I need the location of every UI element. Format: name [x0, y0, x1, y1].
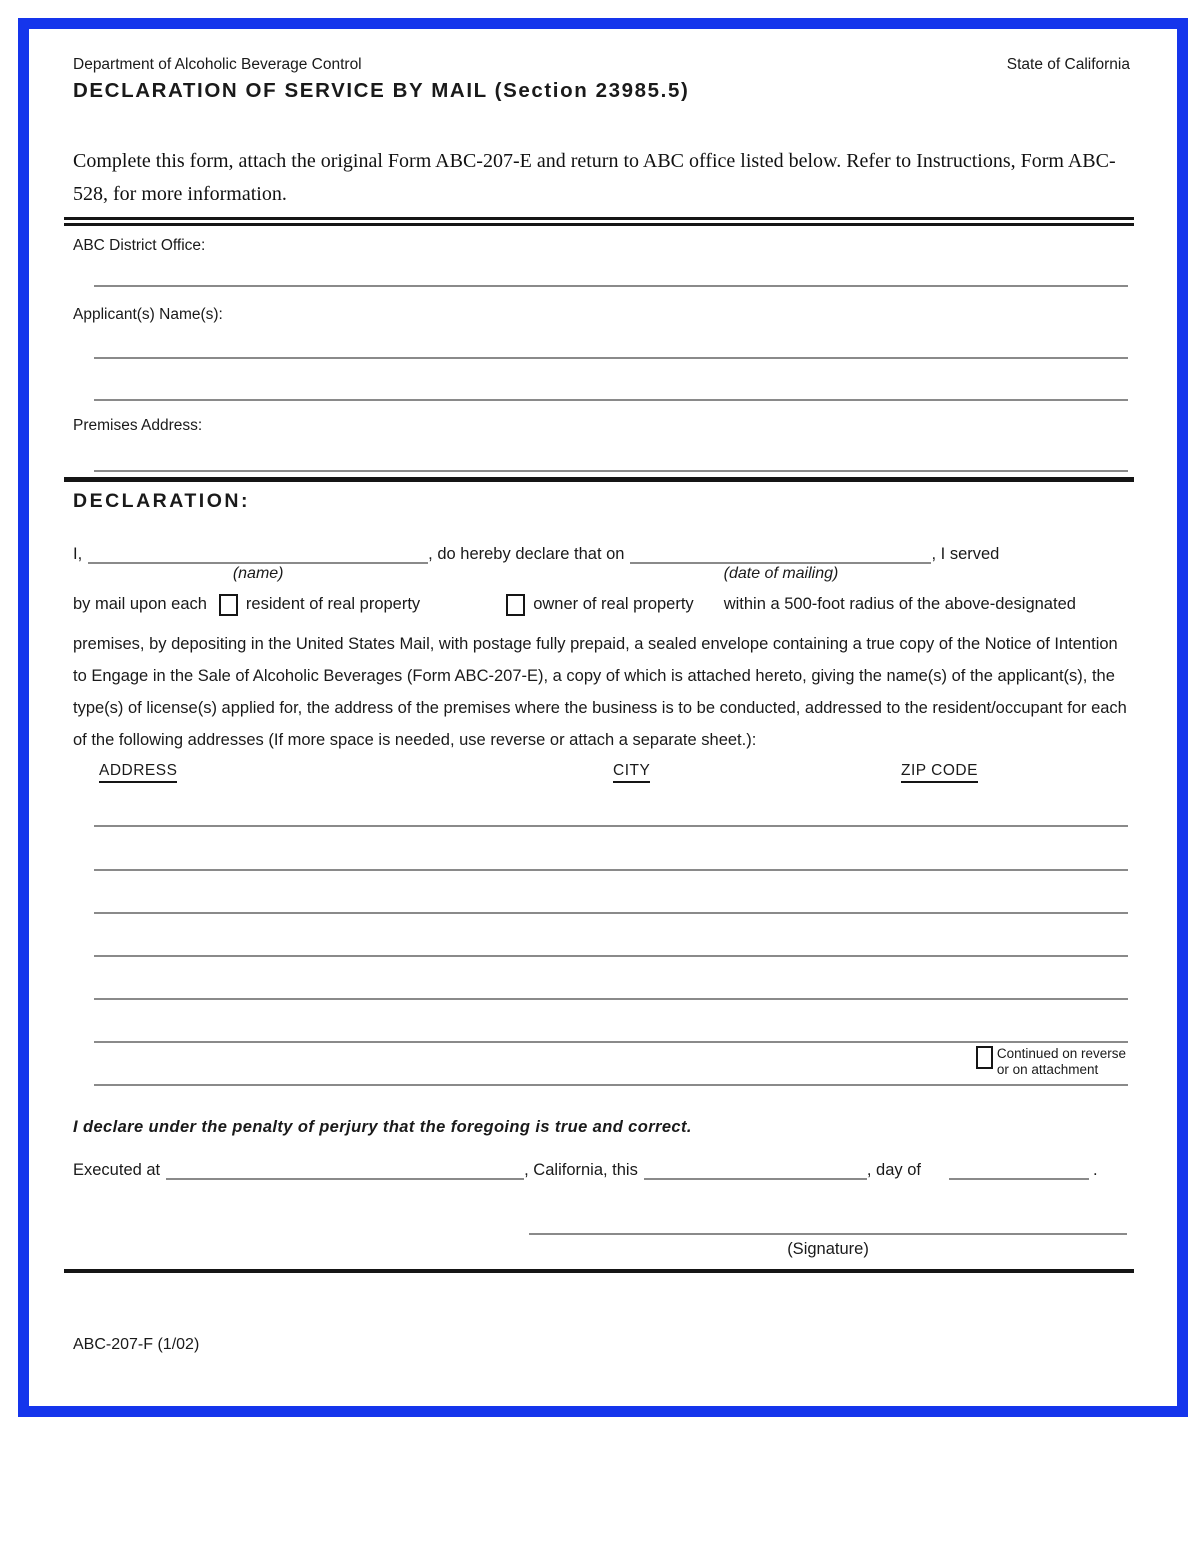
intro-middle: , do hereby declare that on — [428, 545, 625, 563]
signature-input-line[interactable] — [529, 1232, 1127, 1235]
form-header — [73, 55, 1130, 75]
premises-label: Premises Address: — [73, 417, 203, 434]
declarant-name-input-line[interactable] — [88, 544, 428, 582]
mailing-date-input-line[interactable] — [630, 544, 931, 582]
period-text: . — [1092, 1161, 1098, 1179]
double-rule-divider — [64, 217, 1134, 226]
executed-city-input-line[interactable] — [166, 1160, 524, 1180]
address-lines — [94, 784, 1128, 1086]
executed-at-label: Executed at — [73, 1161, 161, 1179]
form-page — [29, 29, 1177, 1406]
resident-checkbox[interactable] — [219, 594, 238, 616]
applicants-label: Applicant(s) Name(s): — [73, 306, 223, 323]
resident-label: resident of real property — [245, 595, 421, 613]
executed-at-row — [73, 1160, 1130, 1180]
section-divider — [64, 477, 1134, 482]
owner-label: owner of real property — [533, 595, 694, 613]
california-this-label: , California, this — [524, 1161, 638, 1179]
form-title: DECLARATION OF SERVICE BY MAIL (Section 23985.5) — [73, 79, 690, 102]
agency-name: Department of Alcoholic Beverage Control — [73, 56, 362, 73]
executed-month-input-line[interactable] — [949, 1160, 1089, 1180]
address-row-line-6[interactable] — [94, 1000, 1128, 1043]
declaration-heading: DECLARATION: — [73, 490, 250, 512]
continued-block — [974, 1046, 1126, 1078]
address-row-line-1[interactable] — [94, 784, 1128, 827]
form-number: ABC-207-F (1/02) — [73, 1336, 200, 1353]
form-border-frame — [18, 18, 1188, 1417]
executed-date-input-line[interactable] — [644, 1160, 867, 1180]
instructions-text: Complete this form, attach the original Form ABC-207-E and return to ABC office listed below. Refer to Instructions, Form ABC-528, for more information. — [73, 150, 1116, 205]
district-office-label: ABC District Office: — [73, 237, 206, 254]
zip-column-header: ZIP CODE — [901, 762, 978, 783]
declaration-body-text: premises, by depositing in the United States Mail, with postage fully prepaid, a sealed envelope containing a true copy of the Notice of Intention to Engage in the Sale of Alcoholic Beverages (Form ABC-207-E), a copy of which is attached hereto, giving the name(s) of the applicant(s), the type(s) of license(s) applied for, the address of the premises where the business is to be conducted, addressed to the resident/occupant for each of the following addresses (If more space is needed, use reverse or attach a separate sheet.): — [73, 635, 1127, 749]
by-mail-text: by mail upon each — [73, 595, 207, 613]
signature-caption: (Signature) — [787, 1240, 869, 1258]
address-row-line-4[interactable] — [94, 914, 1128, 957]
date-caption: (date of mailing) — [723, 565, 839, 582]
continued-label-line1: Continued on reverse — [996, 1046, 1126, 1061]
address-row-line-7[interactable] — [94, 1043, 1128, 1086]
recipient-type-row — [73, 593, 1130, 616]
continued-label — [997, 1046, 1126, 1078]
continued-label-line2: or on attachment — [996, 1062, 1099, 1077]
applicants-input-line-2[interactable] — [94, 399, 1128, 401]
declaration-intro-line — [73, 544, 1130, 582]
address-column-header: ADDRESS — [99, 762, 177, 783]
address-row-line-5[interactable] — [94, 957, 1128, 1000]
district-office-input-line[interactable] — [94, 285, 1128, 287]
address-row-line-3[interactable] — [94, 871, 1128, 914]
premises-input-line[interactable] — [94, 470, 1128, 472]
perjury-statement: I declare under the penalty of perjury that the foregoing is true and correct. — [73, 1118, 692, 1136]
day-of-label: , day of — [866, 1161, 921, 1179]
state-name: State of California — [1006, 56, 1130, 73]
owner-checkbox[interactable] — [506, 594, 525, 616]
continued-checkbox[interactable] — [976, 1046, 993, 1069]
intro-prefix: I, — [73, 545, 83, 563]
city-column-header: CITY — [613, 762, 650, 783]
address-row-line-2[interactable] — [94, 827, 1128, 871]
signature-block — [529, 1232, 1127, 1259]
radius-text: within a 500-foot radius of the above-designated — [723, 595, 1076, 613]
name-caption: (name) — [232, 565, 284, 582]
intro-suffix: , I served — [931, 545, 1000, 563]
bottom-divider — [64, 1269, 1134, 1273]
applicants-input-line-1[interactable] — [94, 357, 1128, 359]
address-table-headers — [73, 762, 1130, 784]
